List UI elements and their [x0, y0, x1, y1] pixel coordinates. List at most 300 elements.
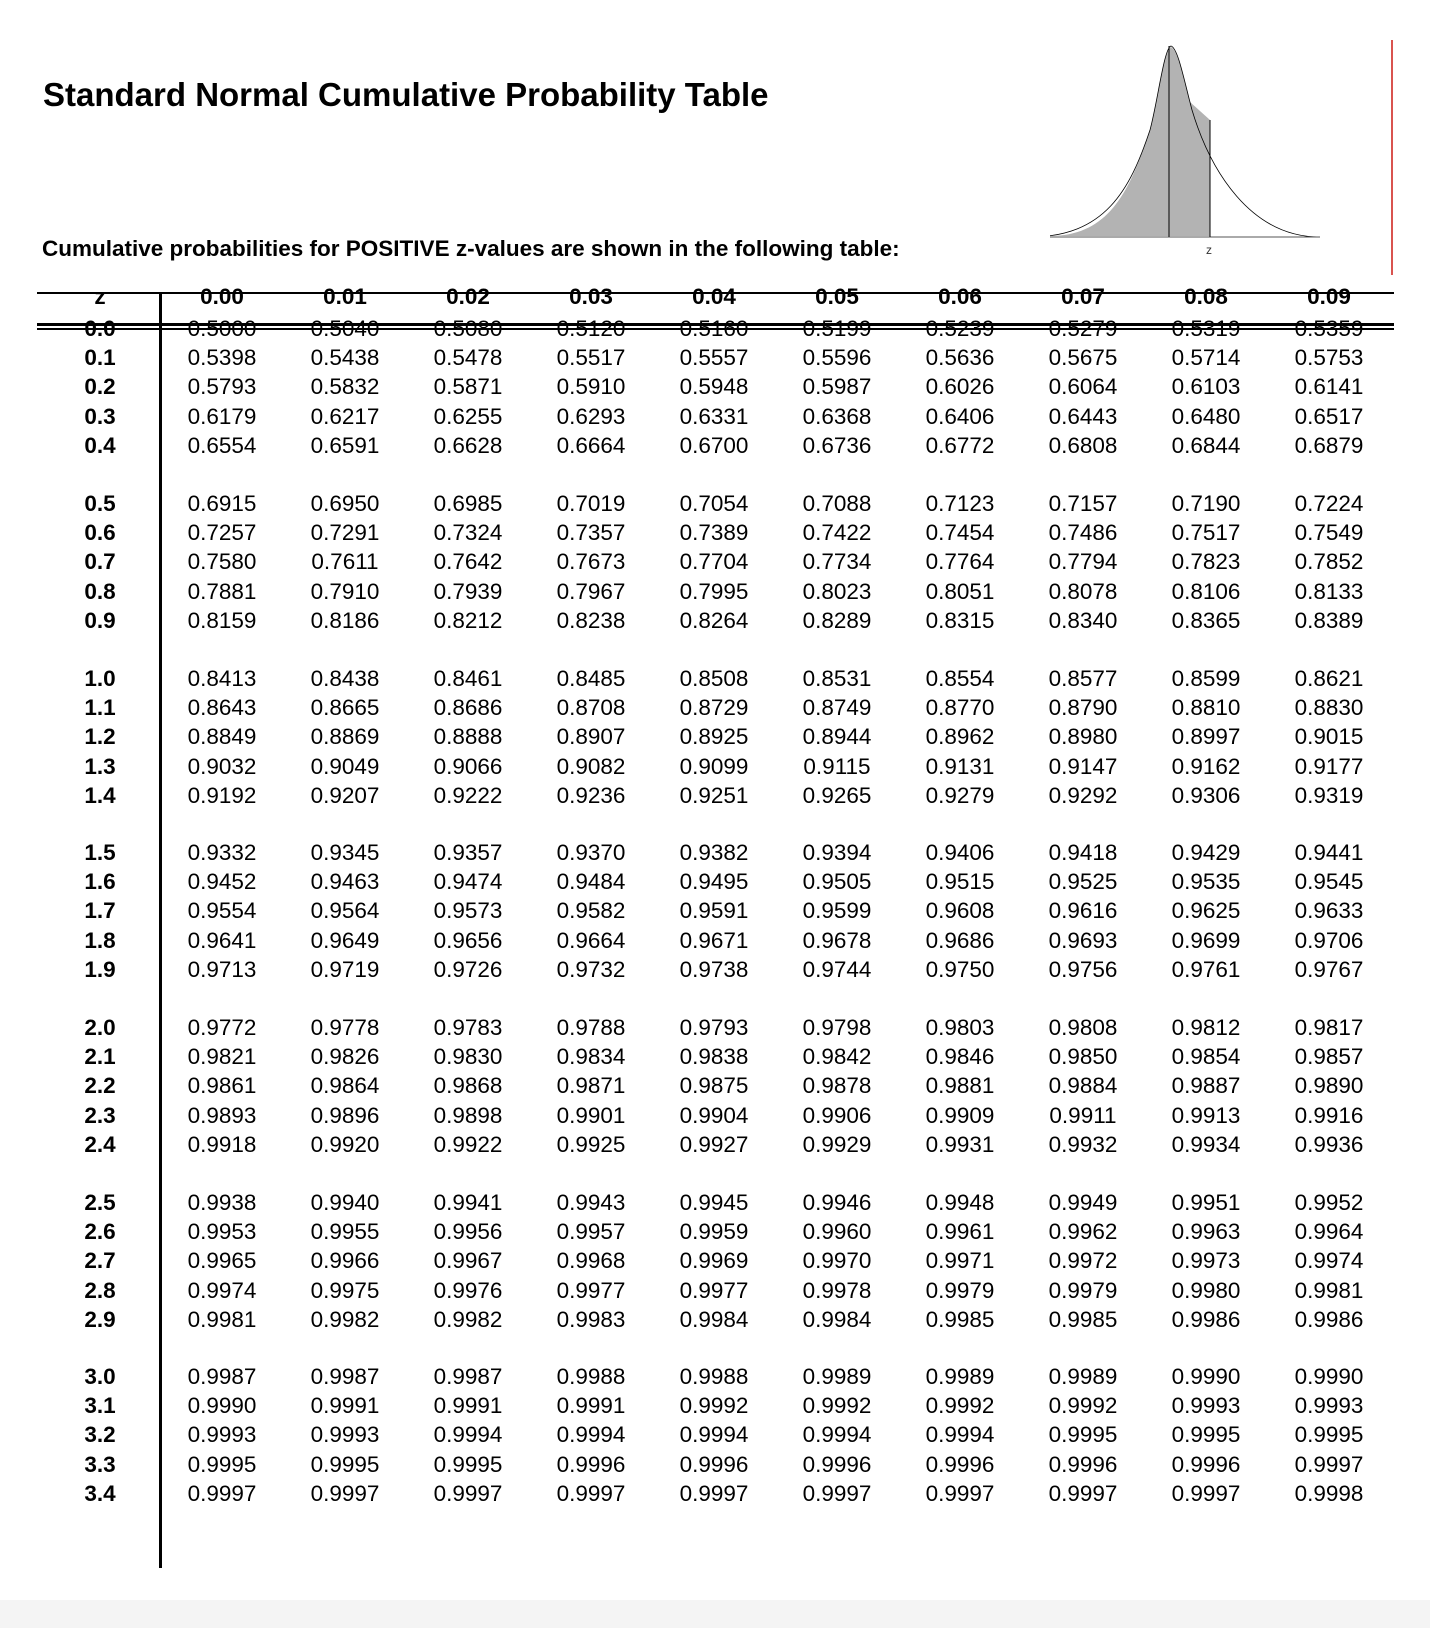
- probability-cell: 0.8264: [679, 607, 749, 633]
- probability-cell: 0.9997: [310, 1480, 380, 1506]
- z-value: 3.0: [84, 1364, 116, 1389]
- probability-cell: 0.5910: [556, 374, 626, 400]
- probability-cell: 0.9989: [802, 1364, 872, 1389]
- probability-cell: 0.8997: [1171, 724, 1241, 750]
- probability-cell: 0.9656: [433, 927, 503, 953]
- probability-cell: 0.9945: [679, 1190, 749, 1215]
- probability-cell: 0.9997: [1048, 1480, 1118, 1506]
- probability-cell: 0.8238: [556, 607, 626, 633]
- probability-cell: 0.9664: [556, 927, 626, 953]
- probability-cell: 0.9884: [1048, 1073, 1118, 1099]
- probability-cell: 0.9994: [925, 1422, 995, 1448]
- probability-cell: 0.9744: [802, 956, 872, 982]
- probability-cell: 0.9738: [679, 956, 749, 982]
- probability-cell: 0.8577: [1048, 666, 1118, 691]
- probability-cell: 0.9772: [187, 1015, 257, 1040]
- probability-cell: 0.6331: [679, 403, 749, 429]
- probability-cell: 0.7019: [556, 491, 626, 516]
- probability-cell: 0.9996: [679, 1451, 749, 1477]
- probability-cell: 0.9957: [556, 1219, 626, 1245]
- probability-cell: 0.9934: [1171, 1131, 1241, 1157]
- probability-cell: 0.9678: [802, 927, 872, 953]
- probability-cell: 0.8790: [1048, 695, 1118, 721]
- probability-cell: 0.7734: [802, 549, 872, 575]
- probability-cell: 0.9319: [1294, 782, 1364, 808]
- normal-curve-figure: [1050, 40, 1380, 280]
- probability-cell: 0.5832: [310, 374, 380, 400]
- probability-cell: 0.9834: [556, 1044, 626, 1070]
- page-bottom-band: [0, 1600, 1430, 1628]
- probability-cell: 0.8665: [310, 695, 380, 721]
- probability-cell: 0.8315: [925, 607, 995, 633]
- table-row: [0, 402, 1400, 432]
- probability-cell: 0.9545: [1294, 869, 1364, 895]
- probability-cell: 0.7123: [925, 491, 995, 516]
- z-value: 0.8: [84, 578, 116, 604]
- probability-cell: 0.9948: [925, 1190, 995, 1215]
- probability-cell: 0.8389: [1294, 607, 1364, 633]
- z-value: 2.4: [84, 1131, 116, 1157]
- probability-cell: 0.9977: [679, 1277, 749, 1303]
- probability-cell: 0.9808: [1048, 1015, 1118, 1040]
- probability-cell: 0.7054: [679, 491, 749, 516]
- probability-cell: 0.9997: [925, 1480, 995, 1506]
- probability-cell: 0.9429: [1171, 840, 1241, 865]
- probability-cell: 0.6064: [1048, 374, 1118, 400]
- probability-cell: 0.6443: [1048, 403, 1118, 429]
- probability-cell: 0.7580: [187, 549, 257, 575]
- probability-cell: 0.9887: [1171, 1073, 1241, 1099]
- z-value: 0.6: [84, 520, 116, 546]
- probability-cell: 0.8830: [1294, 695, 1364, 721]
- z-value: 1.7: [84, 898, 116, 924]
- probability-cell: 0.9830: [433, 1044, 503, 1070]
- z-value: 0.9: [84, 607, 116, 633]
- probability-cell: 0.6591: [310, 432, 380, 458]
- table-row: [0, 547, 1400, 577]
- probability-cell: 0.9382: [679, 840, 749, 865]
- z-value: 3.4: [84, 1480, 116, 1506]
- table-row: [0, 1246, 1400, 1276]
- probability-cell: 0.9418: [1048, 840, 1118, 865]
- probability-cell: 0.9292: [1048, 782, 1118, 808]
- probability-cell: 0.9875: [679, 1073, 749, 1099]
- probability-cell: 0.8531: [802, 666, 872, 691]
- probability-cell: 0.6179: [187, 403, 257, 429]
- probability-cell: 0.9898: [433, 1102, 503, 1128]
- probability-cell: 0.7157: [1048, 491, 1118, 516]
- z-value: 3.2: [84, 1422, 116, 1448]
- probability-cell: 0.9977: [556, 1277, 626, 1303]
- probability-cell: 0.9963: [1171, 1219, 1241, 1245]
- probability-cell: 0.9973: [1171, 1248, 1241, 1274]
- table-row: [0, 1013, 1400, 1043]
- probability-cell: 0.9893: [187, 1102, 257, 1128]
- header-z: z: [94, 284, 106, 309]
- probability-cell: 0.8980: [1048, 724, 1118, 750]
- probability-cell: 0.9936: [1294, 1131, 1364, 1157]
- probability-cell: 0.9842: [802, 1044, 872, 1070]
- table-row: [0, 838, 1400, 868]
- probability-cell: 0.7389: [679, 520, 749, 546]
- probability-cell: 0.5596: [802, 345, 872, 371]
- probability-cell: 0.8599: [1171, 666, 1241, 691]
- probability-cell: 0.9793: [679, 1015, 749, 1040]
- probability-cell: 0.9854: [1171, 1044, 1241, 1070]
- probability-cell: 0.9066: [433, 753, 503, 779]
- probability-cell: 0.7967: [556, 578, 626, 604]
- probability-cell: 0.9986: [1171, 1306, 1241, 1332]
- probability-cell: 0.8365: [1171, 607, 1241, 633]
- probability-cell: 0.5675: [1048, 345, 1118, 371]
- table-row: [0, 314, 1400, 344]
- z-value: 1.1: [84, 695, 116, 721]
- probability-cell: 0.9535: [1171, 869, 1241, 895]
- table-row: [0, 577, 1400, 607]
- table-row: [0, 1479, 1400, 1509]
- probability-cell: 0.5239: [925, 316, 995, 341]
- probability-cell: 0.9989: [1048, 1364, 1118, 1389]
- table-row: [0, 722, 1400, 752]
- probability-cell: 0.9992: [802, 1393, 872, 1419]
- probability-cell: 0.9881: [925, 1073, 995, 1099]
- probability-cell: 0.9979: [925, 1277, 995, 1303]
- probability-cell: 0.9699: [1171, 927, 1241, 953]
- probability-cell: 0.7257: [187, 520, 257, 546]
- probability-cell: 0.9993: [310, 1422, 380, 1448]
- z-value: 1.8: [84, 927, 116, 953]
- probability-cell: 0.9906: [802, 1102, 872, 1128]
- probability-cell: 0.6406: [925, 403, 995, 429]
- z-value: 0.3: [84, 403, 116, 429]
- probability-cell: 0.5080: [433, 316, 503, 341]
- probability-cell: 0.9985: [925, 1306, 995, 1332]
- probability-cell: 0.9980: [1171, 1277, 1241, 1303]
- probability-cell: 0.9974: [187, 1277, 257, 1303]
- probability-cell: 0.6141: [1294, 374, 1364, 400]
- probability-cell: 0.9750: [925, 956, 995, 982]
- probability-cell: 0.9996: [802, 1451, 872, 1477]
- probability-cell: 0.9988: [679, 1364, 749, 1389]
- table-row: [0, 1071, 1400, 1101]
- probability-cell: 0.6368: [802, 403, 872, 429]
- probability-cell: 0.9920: [310, 1131, 380, 1157]
- probability-cell: 0.9452: [187, 869, 257, 895]
- probability-cell: 0.8186: [310, 607, 380, 633]
- table-row: [0, 1217, 1400, 1247]
- probability-cell: 0.9812: [1171, 1015, 1241, 1040]
- probability-cell: 0.9988: [556, 1364, 626, 1389]
- probability-cell: 0.8554: [925, 666, 995, 691]
- probability-cell: 0.9099: [679, 753, 749, 779]
- table-row: [0, 1391, 1400, 1421]
- probability-cell: 0.5948: [679, 374, 749, 400]
- probability-cell: 0.9554: [187, 898, 257, 924]
- probability-cell: 0.8749: [802, 695, 872, 721]
- probability-cell: 0.9015: [1294, 724, 1364, 750]
- table-row: [0, 752, 1400, 782]
- probability-cell: 0.8708: [556, 695, 626, 721]
- probability-cell: 0.9783: [433, 1015, 503, 1040]
- probability-cell: 0.6915: [187, 491, 257, 516]
- z-value: 0.1: [84, 345, 116, 371]
- probability-cell: 0.9599: [802, 898, 872, 924]
- probability-cell: 0.9966: [310, 1248, 380, 1274]
- probability-cell: 0.9994: [556, 1422, 626, 1448]
- probability-cell: 0.8944: [802, 724, 872, 750]
- table-row: [0, 1101, 1400, 1131]
- probability-cell: 0.8212: [433, 607, 503, 633]
- probability-cell: 0.9964: [1294, 1219, 1364, 1245]
- probability-cell: 0.9788: [556, 1015, 626, 1040]
- table-row: [0, 1362, 1400, 1392]
- probability-cell: 0.9857: [1294, 1044, 1364, 1070]
- probability-cell: 0.6103: [1171, 374, 1241, 400]
- probability-cell: 0.9941: [433, 1190, 503, 1215]
- probability-cell: 0.8686: [433, 695, 503, 721]
- probability-cell: 0.9916: [1294, 1102, 1364, 1128]
- probability-cell: 0.8729: [679, 695, 749, 721]
- probability-cell: 0.9693: [1048, 927, 1118, 953]
- z-value: 3.3: [84, 1451, 116, 1477]
- probability-cell: 0.9192: [187, 782, 257, 808]
- probability-cell: 0.9929: [802, 1131, 872, 1157]
- z-value: 2.5: [84, 1190, 116, 1215]
- z-value: 1.0: [84, 666, 116, 691]
- probability-cell: 0.9951: [1171, 1190, 1241, 1215]
- probability-cell: 0.9686: [925, 927, 995, 953]
- probability-cell: 0.9484: [556, 869, 626, 895]
- probability-cell: 0.7794: [1048, 549, 1118, 575]
- probability-cell: 0.9147: [1048, 753, 1118, 779]
- probability-cell: 0.5987: [802, 374, 872, 400]
- probability-cell: 0.9996: [1171, 1451, 1241, 1477]
- probability-cell: 0.5517: [556, 345, 626, 371]
- probability-cell: 0.9943: [556, 1190, 626, 1215]
- table-row: [0, 896, 1400, 926]
- z-value: 2.7: [84, 1248, 116, 1274]
- probability-cell: 0.9719: [310, 956, 380, 982]
- probability-cell: 0.9441: [1294, 840, 1364, 865]
- probability-cell: 0.9207: [310, 782, 380, 808]
- probability-cell: 0.9279: [925, 782, 995, 808]
- probability-cell: 0.9394: [802, 840, 872, 865]
- z-value: 2.0: [84, 1015, 116, 1040]
- probability-cell: 0.9949: [1048, 1190, 1118, 1215]
- probability-cell: 0.9969: [679, 1248, 749, 1274]
- probability-cell: 0.9985: [1048, 1306, 1118, 1332]
- probability-cell: 0.5793: [187, 374, 257, 400]
- table-row: [0, 1305, 1400, 1335]
- probability-cell: 0.6985: [433, 491, 503, 516]
- probability-cell: 0.9995: [310, 1451, 380, 1477]
- probability-cell: 0.6293: [556, 403, 626, 429]
- probability-cell: 0.8106: [1171, 578, 1241, 604]
- z-value: 2.6: [84, 1219, 116, 1245]
- probability-cell: 0.9032: [187, 753, 257, 779]
- probability-cell: 0.8413: [187, 666, 257, 691]
- probability-cell: 0.8289: [802, 607, 872, 633]
- z-value: 1.6: [84, 869, 116, 895]
- probability-cell: 0.5000: [187, 316, 257, 341]
- probability-cell: 0.9998: [1294, 1480, 1364, 1506]
- probability-cell: 0.7764: [925, 549, 995, 575]
- table-row: [0, 1130, 1400, 1160]
- probability-cell: 0.9991: [310, 1393, 380, 1419]
- probability-cell: 0.9960: [802, 1219, 872, 1245]
- probability-cell: 0.8869: [310, 724, 380, 750]
- probability-cell: 0.9979: [1048, 1277, 1118, 1303]
- probability-cell: 0.9641: [187, 927, 257, 953]
- probability-cell: 0.5279: [1048, 316, 1118, 341]
- probability-cell: 0.9992: [679, 1393, 749, 1419]
- probability-cell: 0.6026: [925, 374, 995, 400]
- probability-cell: 0.9115: [803, 753, 871, 779]
- probability-cell: 0.6517: [1294, 403, 1364, 429]
- probability-cell: 0.9761: [1171, 956, 1241, 982]
- probability-cell: 0.9608: [925, 898, 995, 924]
- probability-cell: 0.9573: [433, 898, 503, 924]
- probability-cell: 0.7611: [311, 549, 379, 575]
- probability-cell: 0.6554: [187, 432, 257, 458]
- table-row: [0, 1420, 1400, 1450]
- probability-cell: 0.9706: [1294, 927, 1364, 953]
- z-value: 2.9: [84, 1306, 116, 1332]
- probability-cell: 0.9767: [1294, 956, 1364, 982]
- probability-cell: 0.5871: [433, 374, 503, 400]
- probability-cell: 0.5438: [310, 345, 380, 371]
- probability-cell: 0.8888: [433, 724, 503, 750]
- probability-cell: 0.9992: [925, 1393, 995, 1419]
- probability-cell: 0.9582: [556, 898, 626, 924]
- header-col: 0.04: [692, 284, 736, 309]
- probability-cell: 0.5359: [1294, 316, 1364, 341]
- probability-cell: 0.9896: [310, 1102, 380, 1128]
- probability-cell: 0.9995: [1294, 1422, 1364, 1448]
- probability-cell: 0.9591: [679, 898, 749, 924]
- probability-cell: 0.9932: [1048, 1131, 1118, 1157]
- probability-cell: 0.9996: [925, 1451, 995, 1477]
- probability-cell: 0.9049: [310, 753, 380, 779]
- probability-cell: 0.9997: [433, 1480, 503, 1506]
- probability-cell: 0.9975: [310, 1277, 380, 1303]
- probability-cell: 0.9974: [1294, 1248, 1364, 1274]
- probability-cell: 0.5160: [679, 316, 749, 341]
- probability-cell: 0.9564: [310, 898, 380, 924]
- probability-cell: 0.7642: [433, 549, 503, 575]
- probability-cell: 0.9995: [433, 1451, 503, 1477]
- probability-cell: 0.9959: [679, 1219, 749, 1245]
- probability-cell: 0.9918: [187, 1131, 257, 1157]
- probability-cell: 0.7549: [1294, 520, 1364, 546]
- z-value: 2.2: [84, 1073, 116, 1099]
- probability-cell: 0.7852: [1294, 549, 1364, 575]
- z-value: 2.8: [84, 1277, 116, 1303]
- probability-cell: 0.9798: [802, 1015, 872, 1040]
- probability-cell: 0.9997: [679, 1480, 749, 1506]
- probability-cell: 0.9864: [310, 1073, 380, 1099]
- shaded-area: [1050, 47, 1210, 236]
- probability-cell: 0.9909: [925, 1102, 995, 1128]
- table-row: [0, 489, 1400, 519]
- z-value: 1.5: [84, 840, 116, 865]
- probability-cell: 0.8485: [556, 666, 626, 691]
- probability-cell: 0.9991: [433, 1393, 503, 1419]
- header-col: 0.02: [446, 284, 490, 309]
- probability-cell: 0.6808: [1048, 432, 1118, 458]
- probability-cell: 0.7910: [310, 578, 380, 604]
- probability-cell: 0.9994: [802, 1422, 872, 1448]
- table-row: [0, 781, 1400, 811]
- probability-cell: 0.9778: [310, 1015, 380, 1040]
- probability-cell: 0.9265: [802, 782, 872, 808]
- probability-cell: 0.5398: [187, 345, 257, 371]
- table-row: [0, 518, 1400, 548]
- probability-cell: 0.9890: [1294, 1073, 1364, 1099]
- probability-cell: 0.6950: [310, 491, 380, 516]
- probability-cell: 0.9981: [1294, 1277, 1364, 1303]
- probability-cell: 0.9996: [556, 1451, 626, 1477]
- probability-cell: 0.9992: [1048, 1393, 1118, 1419]
- probability-cell: 0.9177: [1294, 753, 1364, 779]
- probability-cell: 0.9671: [679, 927, 749, 953]
- z-axis-label: z: [1206, 243, 1212, 257]
- probability-cell: 0.9956: [433, 1219, 503, 1245]
- probability-cell: 0.8907: [556, 724, 626, 750]
- probability-cell: 0.9616: [1048, 898, 1118, 924]
- probability-cell: 0.9993: [187, 1422, 257, 1448]
- header-col: 0.08: [1184, 284, 1228, 309]
- probability-cell: 0.9922: [433, 1131, 503, 1157]
- probability-cell: 0.9994: [679, 1422, 749, 1448]
- probability-cell: 0.6772: [925, 432, 995, 458]
- probability-cell: 0.9515: [925, 869, 995, 895]
- probability-cell: 0.9222: [433, 782, 503, 808]
- probability-cell: 0.9345: [310, 840, 380, 865]
- probability-cell: 0.9251: [679, 782, 749, 808]
- probability-cell: 0.8159: [187, 607, 257, 633]
- probability-cell: 0.5753: [1294, 345, 1364, 371]
- probability-cell: 0.9505: [802, 869, 872, 895]
- probability-cell: 0.9927: [679, 1131, 749, 1157]
- probability-cell: 0.9986: [1294, 1306, 1364, 1332]
- probability-cell: 0.9997: [187, 1480, 257, 1506]
- header-col: 0.05: [815, 284, 859, 309]
- probability-cell: 0.9732: [556, 956, 626, 982]
- z-value: 1.9: [84, 956, 116, 982]
- probability-cell: 0.5040: [310, 316, 380, 341]
- table-row: [0, 1276, 1400, 1306]
- probability-cell: 0.8078: [1048, 578, 1118, 604]
- probability-cell: 0.7517: [1171, 520, 1241, 546]
- probability-cell: 0.8508: [679, 666, 749, 691]
- table-row: [0, 431, 1400, 461]
- probability-cell: 0.9756: [1048, 956, 1118, 982]
- probability-cell: 0.7881: [187, 578, 257, 604]
- probability-cell: 0.9463: [310, 869, 380, 895]
- table-row: [0, 926, 1400, 956]
- table-header-row: [0, 282, 1400, 312]
- probability-cell: 0.9817: [1294, 1015, 1364, 1040]
- probability-cell: 0.6700: [679, 432, 749, 458]
- probability-cell: 0.9131: [925, 753, 995, 779]
- probability-cell: 0.9987: [433, 1364, 503, 1389]
- probability-cell: 0.9981: [187, 1306, 257, 1332]
- probability-cell: 0.9983: [556, 1306, 626, 1332]
- probability-cell: 0.7357: [556, 520, 626, 546]
- probability-cell: 0.9953: [187, 1219, 257, 1245]
- probability-cell: 0.8962: [925, 724, 995, 750]
